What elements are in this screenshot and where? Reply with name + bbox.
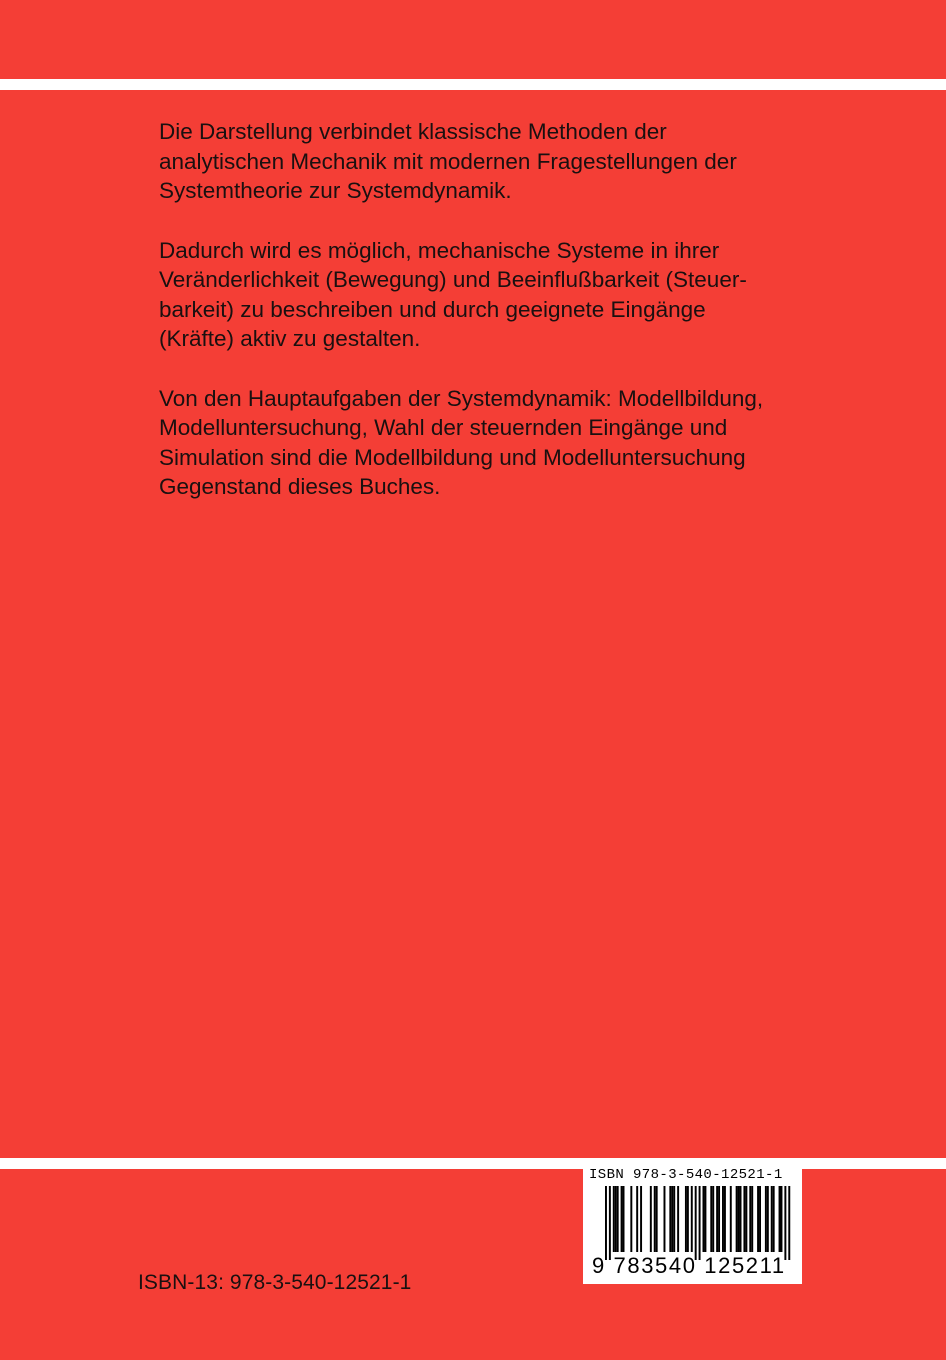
barcode-bar [613,1186,615,1252]
barcode-bar [779,1186,781,1252]
barcode-bar [615,1186,617,1252]
barcode-bar [730,1186,732,1252]
barcode-bar [767,1186,769,1252]
barcode-bar [749,1186,751,1252]
barcode-bar [724,1186,726,1252]
barcode-bar [654,1186,656,1252]
barcode-bar [695,1186,697,1260]
barcode-bar [673,1186,675,1252]
barcode-bar [617,1186,619,1252]
barcode-bar [771,1186,773,1252]
blurb-paragraph-3: Von den Hauptaufgaben der Systemdynamik: Modellbildung, Modelluntersuchung, Wahl der steuernden Eingänge und Simulation sind die Modellbildung und Modelluntersuchung Gegenstand dieses Buches. [159,385,764,499]
barcode-bar [687,1186,689,1252]
barcode-bar [765,1186,767,1252]
barcode-bar [623,1186,625,1252]
barcode-bar [757,1186,759,1252]
barcode-bar [605,1186,607,1260]
barcode-bar [781,1186,783,1252]
barcode-bar [650,1186,652,1252]
barcode-bar [712,1186,714,1252]
barcode-isbn-text: ISBN 978-3-540-12521-1 [589,1167,783,1183]
isbn-13-label: ISBN-13: 978-3-540-12521-1 [138,1271,412,1294]
barcode-digits: 9 783540 125211 [592,1253,786,1278]
barcode-bar [609,1186,611,1260]
barcode-bar [671,1186,673,1252]
top-white-stripe [0,79,946,90]
back-cover-blurb [159,117,859,532]
barcode-bar [745,1186,747,1252]
barcode-bar [664,1186,666,1252]
blurb-paragraph-2: Dadurch wird es möglich, mechanische Systeme in ihrer Veränderlichkeit (Bewegung) und Beeinflußbarkeit (Steuer- barkeit) zu beschreiben und durch geeignete Eingänge (Kräfte) aktiv zu gestalten. [159,237,747,351]
bottom-white-stripe [0,1158,946,1169]
barcode-bar [685,1186,687,1252]
barcode-bar [740,1186,742,1252]
barcode-bar [703,1186,705,1252]
barcode-bar [788,1186,790,1260]
barcode-bar [759,1186,761,1252]
barcode-bar [784,1186,786,1260]
barcode-bar [743,1186,745,1252]
blurb-paragraph-1: Die Darstellung verbindet klassische Methoden der analytischen Mechanik mit modernen Fragestellungen der Systemtheorie zur Systemdynamik. [159,119,737,203]
barcode-bar [751,1186,753,1252]
barcode-bar [718,1186,720,1252]
barcode-bar [630,1186,632,1252]
barcode-bar [699,1186,701,1260]
barcode-bar [677,1186,679,1252]
barcode-bar [636,1186,638,1252]
barcode-bar [704,1186,706,1252]
barcode-bar [621,1186,623,1252]
barcode-bar [669,1186,671,1252]
barcode-bar [716,1186,718,1252]
barcode-box [583,1164,802,1284]
barcode-bar [738,1186,740,1252]
barcode-bar [691,1186,693,1252]
barcode-bar [656,1186,658,1252]
barcode-bar [710,1186,712,1252]
barcode-bar [722,1186,724,1252]
barcode-bar [773,1186,775,1252]
barcode-bar [736,1186,738,1252]
barcode-bar [640,1186,642,1252]
